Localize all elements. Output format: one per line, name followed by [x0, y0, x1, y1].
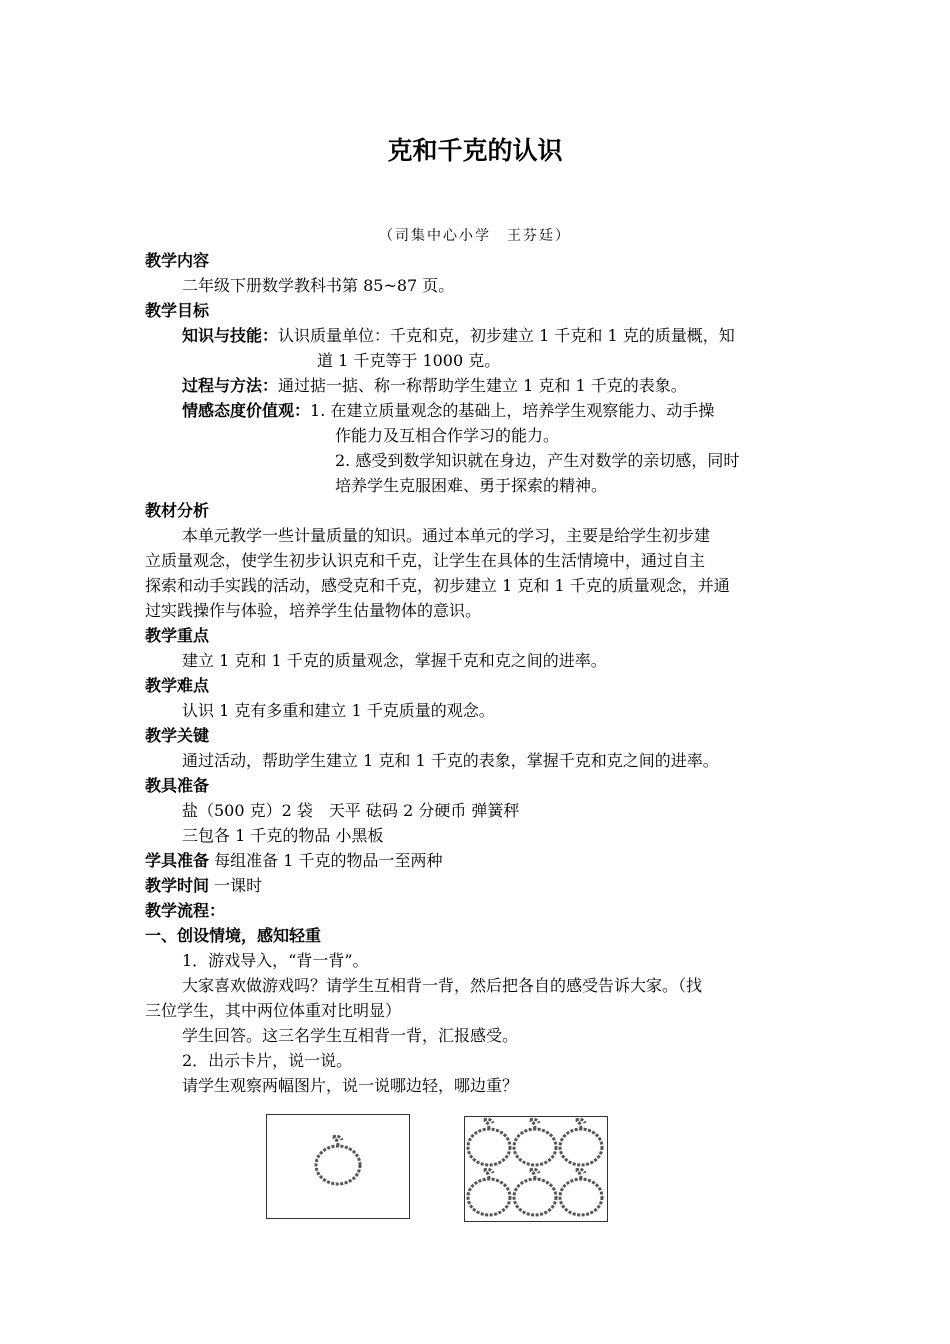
heading-part-one: 一、创设情境，感知轻重 [145, 926, 322, 945]
apple-icon [468, 1169, 510, 1215]
step1-title: 1．游戏导入，“背一背”。 [182, 951, 369, 970]
analysis-line2: 立质量观念，使学生初步认识克和千克，让学生在具体的生活情境中，通过自主 [145, 551, 706, 570]
apple-icon [316, 1136, 360, 1184]
apple-icon [560, 1169, 602, 1215]
step1-line2: 三位学生，其中两位体重对比明显） [145, 1001, 402, 1020]
goal-knowledge-line1: 认识质量单位：千克和克，初步建立 1 千克和 1 克的质量概，知 [278, 326, 735, 345]
analysis-line3: 探索和动手实践的活动，感受克和千克，初步建立 1 克和 1 千克的质量观念，并通 [145, 576, 730, 595]
heading-crux: 教学关键 [145, 726, 210, 745]
student-tools-text: 每组准备 1 千克的物品一至两种 [214, 851, 443, 870]
teaching-tools-line2: 三包各 1 千克的物品 小黑板 [182, 826, 384, 845]
apple-icon [468, 1119, 510, 1165]
goal-process-label: 过程与方法： [182, 376, 279, 395]
one-apple-drawing [267, 1115, 409, 1218]
goal-knowledge-label: 知识与技能： [182, 326, 279, 345]
student-tools [145, 848, 442, 873]
step1-line1: 大家喜欢做游戏吗？请学生互相背一背，然后把各自的感受告诉大家。（找 [182, 976, 703, 995]
goal-knowledge [182, 323, 735, 348]
goal-emotion-1-line1: 1. 在建立质量观念的基础上，培养学生观察能力、动手操 [310, 401, 715, 420]
goal-knowledge-line2: 道 1 千克等于 1000 克。 [317, 351, 501, 370]
goal-emotion [182, 398, 714, 423]
heading-key-point: 教学重点 [145, 626, 210, 645]
page-title: 克和千克的认识 [387, 136, 563, 165]
analysis-line1: 本单元教学一些计量质量的知识。通过本单元的学习，主要是给学生初步建 [182, 526, 711, 545]
goal-process-text: 通过掂一掂、称一称帮助学生建立 1 克和 1 千克的表象。 [278, 376, 687, 395]
goal-emotion-label: 情感态度价值观： [182, 401, 311, 420]
analysis-line4: 过实践操作与体验，培养学生估量物体的意识。 [145, 601, 482, 620]
step2-text: 请学生观察两幅图片，说一说哪边轻，哪边重？ [182, 1076, 519, 1095]
goal-emotion-1-line2: 作能力及互相合作学习的能力。 [335, 426, 560, 445]
apple-icon [514, 1169, 556, 1215]
heading-teaching-tools: 教具准备 [145, 776, 210, 795]
apple-icon [560, 1119, 602, 1165]
heading-student-tools: 学具准备 [145, 851, 210, 870]
heading-content: 教学内容 [145, 251, 210, 270]
author-line: （司集中心小学 王芬廷） [379, 228, 571, 244]
goal-emotion-2-line1: 2. 感受到数学知识就在身边，产生对数学的亲切感，同时 [335, 451, 740, 470]
teaching-time [145, 873, 262, 898]
difficult-point-text: 认识 1 克有多重和建立 1 千克质量的观念。 [182, 701, 495, 720]
apple-icon [514, 1119, 556, 1165]
step1-line3: 学生回答。这三名学生互相背一背，汇报感受。 [182, 1026, 519, 1045]
heading-teaching-time: 教学时间 [145, 876, 210, 895]
crux-text: 通过活动，帮助学生建立 1 克和 1 千克的表象，掌握千克和克之间的进率。 [182, 751, 719, 770]
goal-process [182, 373, 687, 398]
heading-difficult-point: 教学难点 [145, 676, 210, 695]
six-apples-drawing [465, 1117, 607, 1221]
figure-six-apples [464, 1116, 608, 1222]
heading-teaching-flow: 教学流程： [145, 901, 226, 920]
heading-goals: 教学目标 [145, 301, 210, 320]
key-point-text: 建立 1 克和 1 千克的质量观念，掌握千克和克之间的进率。 [182, 651, 607, 670]
teaching-tools-line1: 盐（500 克）2 袋 天平 砝码 2 分硬币 弹簧秤 [182, 801, 520, 820]
step2-title: 2．出示卡片，说一说。 [182, 1051, 353, 1070]
content-text: 二年级下册数学教科书第 85~87 页。 [182, 276, 455, 295]
figure-one-apple [266, 1114, 410, 1219]
goal-emotion-2-line2: 培养学生克服困难、勇于探索的精神。 [335, 476, 608, 495]
heading-analysis: 教材分析 [145, 501, 210, 520]
teaching-time-text: 一课时 [214, 876, 263, 895]
